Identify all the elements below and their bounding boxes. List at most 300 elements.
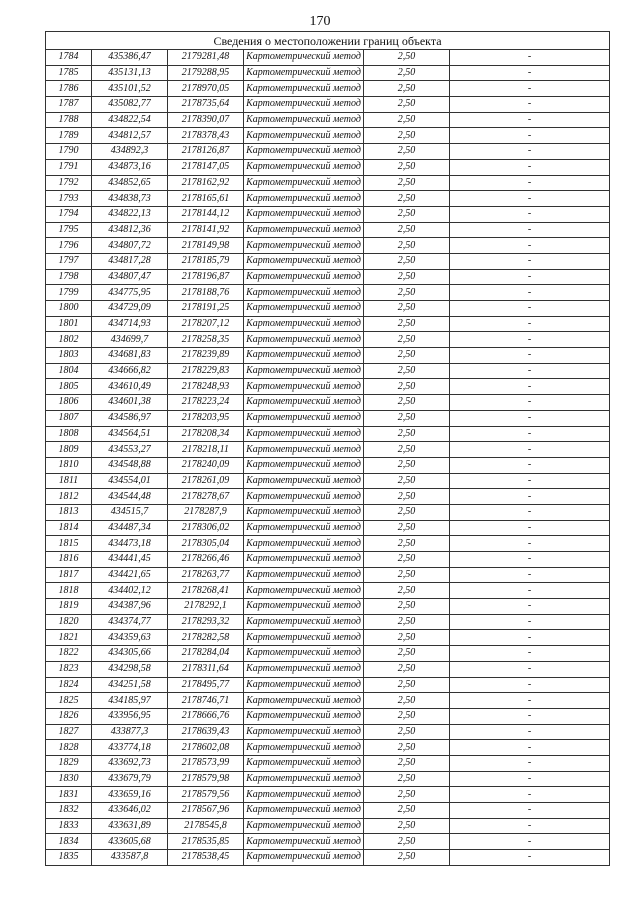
table-row [46, 520, 610, 536]
accuracy-cell: 2,50 [364, 238, 450, 254]
method-cell: Картометрический метод [244, 520, 364, 536]
accuracy-cell: 2,50 [364, 332, 450, 348]
y-coordinate-cell: 2178261,09 [168, 473, 244, 489]
table-row [46, 614, 610, 630]
point-number-cell: 1805 [46, 379, 92, 395]
description-cell: - [450, 332, 610, 348]
y-coordinate-cell: 2178579,98 [168, 771, 244, 787]
x-coordinate-cell: 435101,52 [92, 81, 168, 97]
point-number-cell: 1807 [46, 410, 92, 426]
boundary-table [45, 31, 610, 866]
description-cell: - [450, 708, 610, 724]
x-coordinate-cell: 434473,18 [92, 536, 168, 552]
y-coordinate-cell: 2178311,64 [168, 661, 244, 677]
method-cell: Картометрический метод [244, 238, 364, 254]
x-coordinate-cell: 434812,36 [92, 222, 168, 238]
y-coordinate-cell: 2178229,83 [168, 363, 244, 379]
accuracy-cell: 2,50 [364, 520, 450, 536]
accuracy-cell: 2,50 [364, 65, 450, 81]
point-number-cell: 1824 [46, 677, 92, 693]
table-row [46, 708, 610, 724]
point-number-cell: 1830 [46, 771, 92, 787]
table-row [46, 755, 610, 771]
accuracy-cell: 2,50 [364, 834, 450, 850]
point-number-cell: 1819 [46, 599, 92, 615]
table-row [46, 646, 610, 662]
description-cell: - [450, 191, 610, 207]
description-cell: - [450, 724, 610, 740]
accuracy-cell: 2,50 [364, 144, 450, 160]
table-row [46, 740, 610, 756]
accuracy-cell: 2,50 [364, 269, 450, 285]
point-number-cell: 1790 [46, 144, 92, 160]
point-number-cell: 1797 [46, 253, 92, 269]
x-coordinate-cell: 434852,65 [92, 175, 168, 191]
accuracy-cell: 2,50 [364, 803, 450, 819]
point-number-cell: 1811 [46, 473, 92, 489]
method-cell: Картометрический метод [244, 552, 364, 568]
method-cell: Картометрический метод [244, 191, 364, 207]
y-coordinate-cell: 2178248,93 [168, 379, 244, 395]
y-coordinate-cell: 2178378,43 [168, 128, 244, 144]
description-cell: - [450, 426, 610, 442]
y-coordinate-cell: 2178278,67 [168, 489, 244, 505]
y-coordinate-cell: 2178149,98 [168, 238, 244, 254]
x-coordinate-cell: 434838,73 [92, 191, 168, 207]
x-coordinate-cell: 434564,51 [92, 426, 168, 442]
point-number-cell: 1831 [46, 787, 92, 803]
y-coordinate-cell: 2178196,87 [168, 269, 244, 285]
table-row [46, 175, 610, 191]
y-coordinate-cell: 2178305,04 [168, 536, 244, 552]
accuracy-cell: 2,50 [364, 285, 450, 301]
method-cell: Картометрический метод [244, 646, 364, 662]
y-coordinate-cell: 2178306,02 [168, 520, 244, 536]
description-cell: - [450, 348, 610, 364]
x-coordinate-cell: 434553,27 [92, 442, 168, 458]
accuracy-cell: 2,50 [364, 97, 450, 113]
y-coordinate-cell: 2178545,8 [168, 818, 244, 834]
x-coordinate-cell: 434666,82 [92, 363, 168, 379]
accuracy-cell: 2,50 [364, 567, 450, 583]
table-row [46, 348, 610, 364]
description-cell: - [450, 803, 610, 819]
method-cell: Картометрический метод [244, 81, 364, 97]
y-coordinate-cell: 2178573,99 [168, 755, 244, 771]
table-title-row [46, 32, 610, 50]
y-coordinate-cell: 2178735,64 [168, 97, 244, 113]
accuracy-cell: 2,50 [364, 552, 450, 568]
x-coordinate-cell: 434374,77 [92, 614, 168, 630]
x-coordinate-cell: 434251,58 [92, 677, 168, 693]
table-row [46, 834, 610, 850]
table-row [46, 803, 610, 819]
method-cell: Картометрический метод [244, 787, 364, 803]
point-number-cell: 1796 [46, 238, 92, 254]
point-number-cell: 1810 [46, 457, 92, 473]
description-cell: - [450, 50, 610, 66]
table-row [46, 269, 610, 285]
table-row [46, 552, 610, 568]
point-number-cell: 1829 [46, 755, 92, 771]
x-coordinate-cell: 434681,83 [92, 348, 168, 364]
method-cell: Картометрический метод [244, 269, 364, 285]
point-number-cell: 1806 [46, 395, 92, 411]
point-number-cell: 1791 [46, 159, 92, 175]
accuracy-cell: 2,50 [364, 175, 450, 191]
point-number-cell: 1785 [46, 65, 92, 81]
x-coordinate-cell: 434775,95 [92, 285, 168, 301]
y-coordinate-cell: 2178239,89 [168, 348, 244, 364]
x-coordinate-cell: 433679,79 [92, 771, 168, 787]
method-cell: Картометрический метод [244, 426, 364, 442]
method-cell: Картометрический метод [244, 661, 364, 677]
table-row [46, 677, 610, 693]
description-cell: - [450, 740, 610, 756]
method-cell: Картометрический метод [244, 803, 364, 819]
accuracy-cell: 2,50 [364, 363, 450, 379]
point-number-cell: 1820 [46, 614, 92, 630]
point-number-cell: 1802 [46, 332, 92, 348]
accuracy-cell: 2,50 [364, 410, 450, 426]
y-coordinate-cell: 2178263,77 [168, 567, 244, 583]
point-number-cell: 1812 [46, 489, 92, 505]
x-coordinate-cell: 434441,45 [92, 552, 168, 568]
table-row [46, 771, 610, 787]
x-coordinate-cell: 433646,02 [92, 803, 168, 819]
y-coordinate-cell: 2179281,48 [168, 50, 244, 66]
description-cell: - [450, 238, 610, 254]
x-coordinate-cell: 433587,8 [92, 850, 168, 866]
method-cell: Картометрический метод [244, 677, 364, 693]
x-coordinate-cell: 435386,47 [92, 50, 168, 66]
accuracy-cell: 2,50 [364, 504, 450, 520]
x-coordinate-cell: 434873,16 [92, 159, 168, 175]
method-cell: Картометрический метод [244, 348, 364, 364]
point-number-cell: 1827 [46, 724, 92, 740]
x-coordinate-cell: 434185,97 [92, 693, 168, 709]
method-cell: Картометрический метод [244, 363, 364, 379]
point-number-cell: 1793 [46, 191, 92, 207]
y-coordinate-cell: 2178567,96 [168, 803, 244, 819]
accuracy-cell: 2,50 [364, 661, 450, 677]
table-row [46, 567, 610, 583]
x-coordinate-cell: 434807,72 [92, 238, 168, 254]
point-number-cell: 1803 [46, 348, 92, 364]
point-number-cell: 1828 [46, 740, 92, 756]
description-cell: - [450, 410, 610, 426]
table-row [46, 253, 610, 269]
point-number-cell: 1826 [46, 708, 92, 724]
method-cell: Картометрический метод [244, 473, 364, 489]
y-coordinate-cell: 2178191,25 [168, 301, 244, 317]
x-coordinate-cell: 433605,68 [92, 834, 168, 850]
y-coordinate-cell: 2178970,05 [168, 81, 244, 97]
accuracy-cell: 2,50 [364, 677, 450, 693]
table-row [46, 504, 610, 520]
method-cell: Картометрический метод [244, 128, 364, 144]
table-row [46, 81, 610, 97]
x-coordinate-cell: 435082,77 [92, 97, 168, 113]
accuracy-cell: 2,50 [364, 630, 450, 646]
description-cell: - [450, 65, 610, 81]
point-number-cell: 1817 [46, 567, 92, 583]
x-coordinate-cell: 434548,88 [92, 457, 168, 473]
accuracy-cell: 2,50 [364, 301, 450, 317]
y-coordinate-cell: 2178268,41 [168, 583, 244, 599]
accuracy-cell: 2,50 [364, 583, 450, 599]
x-coordinate-cell: 435131,13 [92, 65, 168, 81]
description-cell: - [450, 316, 610, 332]
method-cell: Картометрический метод [244, 253, 364, 269]
method-cell: Картометрический метод [244, 536, 364, 552]
description-cell: - [450, 771, 610, 787]
x-coordinate-cell: 434714,93 [92, 316, 168, 332]
method-cell: Картометрический метод [244, 144, 364, 160]
method-cell: Картометрический метод [244, 583, 364, 599]
table-row [46, 238, 610, 254]
accuracy-cell: 2,50 [364, 818, 450, 834]
description-cell: - [450, 285, 610, 301]
description-cell: - [450, 112, 610, 128]
accuracy-cell: 2,50 [364, 457, 450, 473]
method-cell: Картометрический метод [244, 755, 364, 771]
method-cell: Картометрический метод [244, 724, 364, 740]
accuracy-cell: 2,50 [364, 755, 450, 771]
method-cell: Картометрический метод [244, 818, 364, 834]
description-cell: - [450, 489, 610, 505]
description-cell: - [450, 144, 610, 160]
y-coordinate-cell: 2178666,76 [168, 708, 244, 724]
description-cell: - [450, 646, 610, 662]
description-cell: - [450, 536, 610, 552]
accuracy-cell: 2,50 [364, 253, 450, 269]
method-cell: Картометрический метод [244, 316, 364, 332]
point-number-cell: 1813 [46, 504, 92, 520]
method-cell: Картометрический метод [244, 771, 364, 787]
accuracy-cell: 2,50 [364, 489, 450, 505]
description-cell: - [450, 97, 610, 113]
page-number: 170 [309, 14, 331, 29]
table-row [46, 112, 610, 128]
table-row [46, 395, 610, 411]
description-cell: - [450, 206, 610, 222]
accuracy-cell: 2,50 [364, 191, 450, 207]
accuracy-cell: 2,50 [364, 159, 450, 175]
description-cell: - [450, 473, 610, 489]
y-coordinate-cell: 2178293,32 [168, 614, 244, 630]
point-number-cell: 1798 [46, 269, 92, 285]
description-cell: - [450, 520, 610, 536]
y-coordinate-cell: 2178218,11 [168, 442, 244, 458]
y-coordinate-cell: 2178141,92 [168, 222, 244, 238]
method-cell: Картометрический метод [244, 112, 364, 128]
table-row [46, 65, 610, 81]
y-coordinate-cell: 2178639,43 [168, 724, 244, 740]
point-number-cell: 1833 [46, 818, 92, 834]
point-number-cell: 1823 [46, 661, 92, 677]
table-row [46, 426, 610, 442]
table-row [46, 332, 610, 348]
x-coordinate-cell: 434699,7 [92, 332, 168, 348]
y-coordinate-cell: 2179288,95 [168, 65, 244, 81]
method-cell: Картометрический метод [244, 285, 364, 301]
accuracy-cell: 2,50 [364, 536, 450, 552]
description-cell: - [450, 552, 610, 568]
description-cell: - [450, 128, 610, 144]
description-cell: - [450, 457, 610, 473]
accuracy-cell: 2,50 [364, 473, 450, 489]
x-coordinate-cell: 434544,48 [92, 489, 168, 505]
y-coordinate-cell: 2178258,35 [168, 332, 244, 348]
table-row [46, 818, 610, 834]
x-coordinate-cell: 434298,58 [92, 661, 168, 677]
method-cell: Картометрический метод [244, 159, 364, 175]
y-coordinate-cell: 2178162,92 [168, 175, 244, 191]
y-coordinate-cell: 2178579,56 [168, 787, 244, 803]
method-cell: Картометрический метод [244, 410, 364, 426]
x-coordinate-cell: 434822,13 [92, 206, 168, 222]
description-cell: - [450, 504, 610, 520]
point-number-cell: 1784 [46, 50, 92, 66]
y-coordinate-cell: 2178282,58 [168, 630, 244, 646]
method-cell: Картометрический метод [244, 567, 364, 583]
y-coordinate-cell: 2178223,24 [168, 395, 244, 411]
point-number-cell: 1825 [46, 693, 92, 709]
point-number-cell: 1835 [46, 850, 92, 866]
method-cell: Картометрический метод [244, 97, 364, 113]
x-coordinate-cell: 434601,38 [92, 395, 168, 411]
x-coordinate-cell: 434822,54 [92, 112, 168, 128]
y-coordinate-cell: 2178292,1 [168, 599, 244, 615]
method-cell: Картометрический метод [244, 395, 364, 411]
table-row [46, 693, 610, 709]
method-cell: Картометрический метод [244, 599, 364, 615]
method-cell: Картометрический метод [244, 489, 364, 505]
point-number-cell: 1788 [46, 112, 92, 128]
table-row [46, 363, 610, 379]
y-coordinate-cell: 2178284,04 [168, 646, 244, 662]
point-number-cell: 1800 [46, 301, 92, 317]
table-row [46, 301, 610, 317]
y-coordinate-cell: 2178535,85 [168, 834, 244, 850]
point-number-cell: 1808 [46, 426, 92, 442]
y-coordinate-cell: 2178203,95 [168, 410, 244, 426]
x-coordinate-cell: 434610,49 [92, 379, 168, 395]
x-coordinate-cell: 433774,18 [92, 740, 168, 756]
point-number-cell: 1815 [46, 536, 92, 552]
description-cell: - [450, 661, 610, 677]
description-cell: - [450, 301, 610, 317]
table-row [46, 379, 610, 395]
description-cell: - [450, 442, 610, 458]
table-row [46, 50, 610, 66]
description-cell: - [450, 630, 610, 646]
point-number-cell: 1804 [46, 363, 92, 379]
point-number-cell: 1832 [46, 803, 92, 819]
x-coordinate-cell: 434586,97 [92, 410, 168, 426]
description-cell: - [450, 787, 610, 803]
x-coordinate-cell: 434729,09 [92, 301, 168, 317]
description-cell: - [450, 693, 610, 709]
table-row [46, 442, 610, 458]
y-coordinate-cell: 2178287,9 [168, 504, 244, 520]
point-number-cell: 1789 [46, 128, 92, 144]
point-number-cell: 1821 [46, 630, 92, 646]
table-row [46, 128, 610, 144]
description-cell: - [450, 677, 610, 693]
method-cell: Картометрический метод [244, 693, 364, 709]
description-cell: - [450, 269, 610, 285]
x-coordinate-cell: 434421,65 [92, 567, 168, 583]
y-coordinate-cell: 2178165,61 [168, 191, 244, 207]
description-cell: - [450, 379, 610, 395]
table-row [46, 536, 610, 552]
description-cell: - [450, 599, 610, 615]
method-cell: Картометрический метод [244, 504, 364, 520]
accuracy-cell: 2,50 [364, 426, 450, 442]
accuracy-cell: 2,50 [364, 316, 450, 332]
x-coordinate-cell: 434402,12 [92, 583, 168, 599]
point-number-cell: 1787 [46, 97, 92, 113]
table-row [46, 473, 610, 489]
description-cell: - [450, 834, 610, 850]
y-coordinate-cell: 2178144,12 [168, 206, 244, 222]
table-row [46, 191, 610, 207]
x-coordinate-cell: 433956,95 [92, 708, 168, 724]
x-coordinate-cell: 433631,89 [92, 818, 168, 834]
table-row [46, 583, 610, 599]
description-cell: - [450, 395, 610, 411]
method-cell: Картометрический метод [244, 614, 364, 630]
y-coordinate-cell: 2178207,12 [168, 316, 244, 332]
point-number-cell: 1794 [46, 206, 92, 222]
accuracy-cell: 2,50 [364, 740, 450, 756]
accuracy-cell: 2,50 [364, 81, 450, 97]
point-number-cell: 1799 [46, 285, 92, 301]
y-coordinate-cell: 2178147,05 [168, 159, 244, 175]
method-cell: Картометрический метод [244, 457, 364, 473]
table-row [46, 222, 610, 238]
table-row [46, 316, 610, 332]
point-number-cell: 1816 [46, 552, 92, 568]
accuracy-cell: 2,50 [364, 128, 450, 144]
x-coordinate-cell: 433692,73 [92, 755, 168, 771]
y-coordinate-cell: 2178602,08 [168, 740, 244, 756]
table-row [46, 599, 610, 615]
method-cell: Картометрический метод [244, 301, 364, 317]
method-cell: Картометрический метод [244, 850, 364, 866]
method-cell: Картометрический метод [244, 740, 364, 756]
method-cell: Картометрический метод [244, 65, 364, 81]
accuracy-cell: 2,50 [364, 348, 450, 364]
x-coordinate-cell: 434554,01 [92, 473, 168, 489]
accuracy-cell: 2,50 [364, 112, 450, 128]
description-cell: - [450, 818, 610, 834]
x-coordinate-cell: 434487,34 [92, 520, 168, 536]
description-cell: - [450, 159, 610, 175]
accuracy-cell: 2,50 [364, 787, 450, 803]
x-coordinate-cell: 433877,3 [92, 724, 168, 740]
table-row [46, 206, 610, 222]
table-row [46, 410, 610, 426]
description-cell: - [450, 755, 610, 771]
description-cell: - [450, 567, 610, 583]
table-row [46, 285, 610, 301]
point-number-cell: 1822 [46, 646, 92, 662]
method-cell: Картометрический метод [244, 834, 364, 850]
method-cell: Картометрический метод [244, 442, 364, 458]
